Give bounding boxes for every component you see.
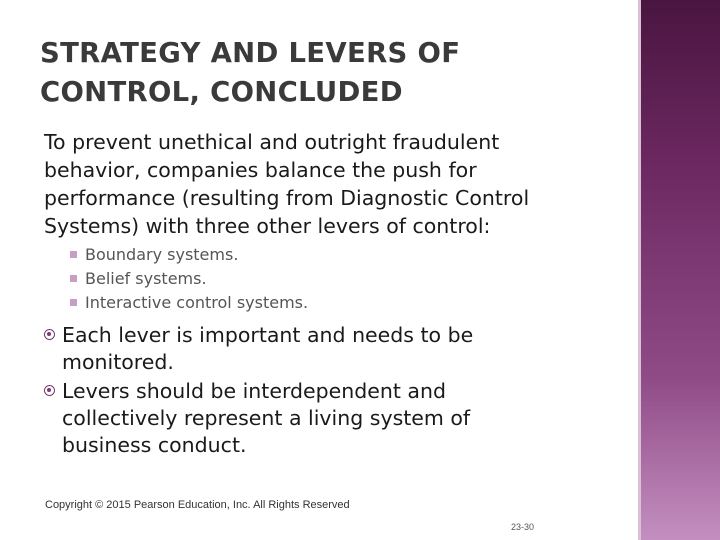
bullet-line: Each lever is important and needs to be <box>62 323 474 347</box>
slide-title <box>40 34 600 112</box>
page-number: 23-30 <box>511 522 535 532</box>
sub-bullet-text: Belief systems. <box>85 268 207 288</box>
main-bullet-item <box>44 322 473 376</box>
bullet-line: monitored. <box>62 350 174 374</box>
intro-line-3: performance (resulting from Diagnostic Control <box>44 186 530 210</box>
sub-bullet-text: Interactive control systems. <box>85 292 309 312</box>
intro-line-2: behavior, companies balance the push for <box>44 158 477 182</box>
bullet-line: business conduct. <box>62 433 247 457</box>
title-line-2: CONTROL, CONCLUDED <box>40 76 403 108</box>
main-bullet-list <box>44 322 473 461</box>
copyright-notice: Copyright © 2015 Pearson Education, Inc. All Rights Reserved <box>45 499 350 511</box>
main-bullet-item <box>44 378 473 459</box>
sub-bullet-item <box>70 242 308 266</box>
intro-line-1: To prevent unethical and outright fraudulent <box>44 130 500 154</box>
sub-bullet-item <box>70 290 308 314</box>
sub-bullet-item <box>70 266 308 290</box>
main-bullet-text <box>62 378 470 459</box>
bullet-line: Levers should be interdependent and <box>62 379 447 403</box>
intro-paragraph <box>44 128 614 240</box>
sub-bullet-list <box>70 242 308 314</box>
radio-bullet-icon <box>44 329 55 340</box>
bullet-line: collectively represent a living system of <box>62 406 471 430</box>
main-bullet-text <box>62 322 473 376</box>
title-line-1: STRATEGY AND LEVERS OF <box>40 37 461 69</box>
sub-bullet-text: Boundary systems. <box>85 244 239 264</box>
radio-bullet-icon <box>44 385 55 396</box>
square-bullet-icon <box>70 275 77 282</box>
square-bullet-icon <box>70 299 77 306</box>
intro-line-4: Systems) with three other levers of control: <box>44 214 491 238</box>
square-bullet-icon <box>70 251 77 258</box>
side-accent-bar <box>641 0 720 540</box>
